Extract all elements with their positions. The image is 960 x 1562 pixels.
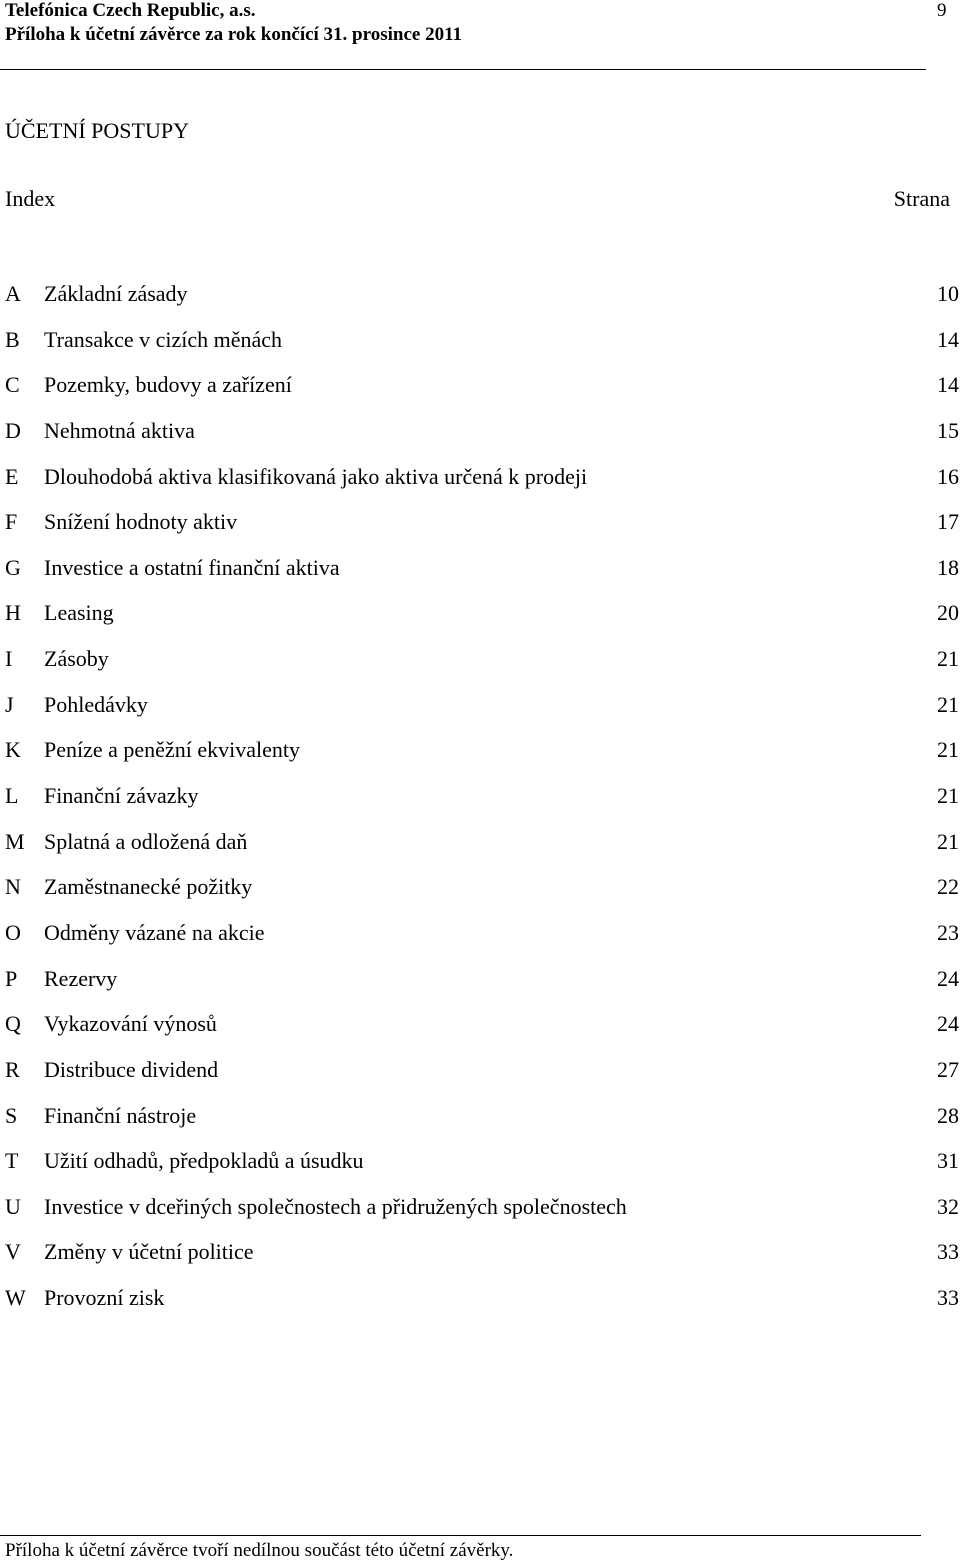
toc-row	[0, 829, 960, 875]
toc-title: Dlouhodobá aktiva klasifikovaná jako aktiva určená k prodeji	[44, 463, 588, 489]
toc-letter: B	[5, 326, 20, 352]
toc-letter: H	[5, 600, 21, 626]
company-name: Telefónica Czech Republic, a.s.	[5, 0, 256, 21]
toc-row	[0, 464, 960, 510]
toc-row	[0, 372, 960, 418]
document-subtitle: Příloha k účetní závěrce za rok končící 31. prosince 2011	[5, 24, 463, 45]
toc-page-number: 33	[937, 1239, 959, 1265]
toc-title: Nehmotná aktiva	[44, 417, 195, 443]
toc-letter: E	[5, 463, 19, 489]
toc-title: Peníze a peněžní ekvivalenty	[44, 737, 300, 763]
toc-letter: V	[5, 1239, 21, 1265]
toc-title: Investice a ostatní finanční aktiva	[44, 554, 340, 580]
toc-letter: T	[5, 1148, 19, 1174]
toc-page-number: 27	[937, 1056, 959, 1082]
toc-page-number: 21	[937, 737, 959, 763]
table-of-contents	[0, 281, 960, 1331]
toc-page-number: 10	[937, 281, 959, 306]
toc-row	[0, 646, 960, 692]
footer-divider	[0, 1535, 921, 1536]
toc-page-number: 24	[937, 965, 959, 991]
toc-page-number: 17	[937, 509, 959, 535]
toc-row	[0, 1285, 960, 1331]
toc-page-number: 14	[937, 372, 959, 398]
toc-letter: L	[5, 783, 19, 809]
toc-letter: S	[5, 1102, 18, 1128]
toc-letter: W	[5, 1285, 26, 1311]
toc-title: Pohledávky	[44, 691, 148, 717]
toc-title: Odměny vázané na akcie	[44, 919, 265, 945]
toc-letter: D	[5, 417, 21, 443]
toc-row	[0, 418, 960, 464]
toc-title: Leasing	[44, 600, 114, 626]
toc-row	[0, 509, 960, 555]
header-divider	[0, 69, 926, 70]
toc-row	[0, 555, 960, 601]
toc-title: Změny v účetní politice	[44, 1239, 254, 1265]
toc-title: Snížení hodnoty aktiv	[44, 509, 238, 535]
toc-page-number: 20	[937, 600, 959, 626]
toc-letter: O	[5, 919, 21, 945]
toc-page-number: 15	[937, 417, 959, 443]
toc-row	[0, 1011, 960, 1057]
toc-title: Investice v dceřiných společnostech a přidružených společnostech	[44, 1193, 627, 1219]
toc-row	[0, 737, 960, 783]
toc-row	[0, 692, 960, 738]
toc-page-number: 21	[937, 691, 959, 717]
toc-title: Vykazování výnosů	[44, 1011, 217, 1037]
toc-page-number: 18	[937, 554, 959, 580]
toc-page-number: 32	[937, 1193, 959, 1219]
toc-page-number: 21	[937, 646, 959, 672]
toc-title: Distribuce dividend	[44, 1056, 219, 1082]
toc-title: Transakce v cizích měnách	[44, 326, 283, 352]
toc-title: Splatná a odložená daň	[44, 828, 248, 854]
toc-page-number: 31	[937, 1148, 959, 1174]
toc-title: Finanční nástroje	[44, 1102, 197, 1128]
toc-row	[0, 783, 960, 829]
toc-letter: R	[5, 1056, 20, 1082]
page-column-header: Strana	[893, 186, 950, 211]
toc-page-number: 21	[937, 828, 959, 854]
toc-page-number: 24	[937, 1011, 959, 1037]
toc-title: Užití odhadů, předpokladů a úsudku	[44, 1148, 364, 1174]
toc-row	[0, 920, 960, 966]
toc-page-number: 33	[937, 1285, 959, 1311]
page-number: 9	[937, 0, 947, 21]
toc-title: Rezervy	[44, 965, 118, 991]
toc-title: Finanční závazky	[44, 783, 199, 809]
toc-letter: Q	[5, 1011, 21, 1037]
toc-row	[0, 327, 960, 373]
toc-row	[0, 1057, 960, 1103]
toc-title: Zásoby	[44, 646, 109, 672]
toc-row	[0, 966, 960, 1012]
toc-row	[0, 1194, 960, 1240]
toc-letter: M	[5, 828, 25, 854]
toc-page-number: 23	[937, 919, 959, 945]
toc-page-number: 16	[937, 463, 959, 489]
toc-row	[0, 1148, 960, 1194]
toc-letter: K	[5, 737, 21, 763]
toc-letter: A	[5, 281, 21, 306]
toc-letter: G	[5, 554, 21, 580]
toc-page-number: 28	[937, 1102, 959, 1128]
toc-letter: U	[5, 1193, 21, 1219]
toc-row	[0, 1239, 960, 1285]
toc-letter: N	[5, 874, 21, 900]
toc-title: Zaměstnanecké požitky	[44, 874, 253, 900]
footer-note: Příloha k účetní závěrce tvoří nedílnou součást této účetní závěrky.	[5, 1540, 514, 1561]
toc-row	[0, 281, 960, 327]
toc-letter: C	[5, 372, 20, 398]
toc-row	[0, 1103, 960, 1149]
toc-letter: F	[5, 509, 18, 535]
toc-title: Provozní zisk	[44, 1285, 165, 1311]
section-title: ÚČETNÍ POSTUPY	[5, 118, 189, 143]
toc-letter: I	[5, 646, 13, 672]
toc-title: Pozemky, budovy a zařízení	[44, 372, 292, 398]
toc-letter: P	[5, 965, 18, 991]
toc-title: Základní zásady	[44, 281, 188, 306]
toc-page-number: 14	[937, 326, 959, 352]
toc-row	[0, 600, 960, 646]
toc-page-number: 21	[937, 783, 959, 809]
toc-row	[0, 874, 960, 920]
index-column-header: Index	[5, 186, 56, 211]
toc-letter: J	[5, 691, 14, 717]
toc-page-number: 22	[937, 874, 959, 900]
